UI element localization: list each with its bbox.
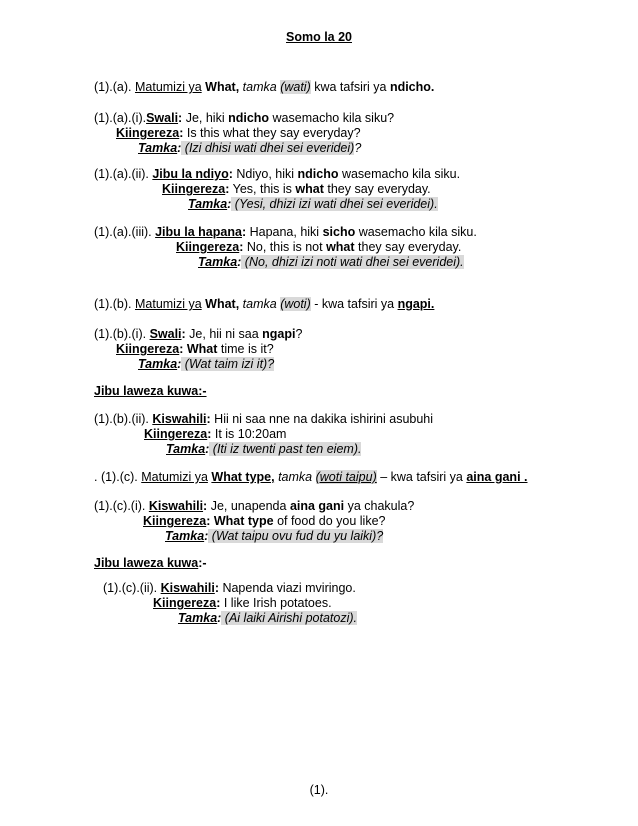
page-title: Somo la 20 <box>286 30 352 44</box>
s1b-question-swahili: (1).(b).(i). Swali: Je, hii ni saa ngapi? <box>94 327 303 341</box>
s1a-question-swahili: (1).(a).(i).Swali: Je, hiki ndicho wasemacho kila siku? <box>94 111 395 125</box>
s1a-yes-pronunciation: Tamka: (Yesi, dhizi izi wati dhei sei everidei). <box>188 197 438 211</box>
section-1a-heading: (1).(a). Matumizi ya What, tamka (wati) kwa tafsiri ya ndicho. <box>94 80 435 94</box>
s1a-question-english: Kiingereza: Is this what they say everyday? <box>116 126 361 140</box>
s1a-no-pronunciation: Tamka: (No, dhizi izi noti wati dhei sei everidei). <box>198 255 464 269</box>
s1a-no-english: Kiingereza: No, this is not what they say everyday. <box>176 240 462 254</box>
s1c-answer-pronunciation: Tamka: (Ai laiki Airishi potatozi). <box>178 611 358 625</box>
page-number: (1). <box>309 783 329 797</box>
s1b-answer-pronunciation: Tamka: (Iti iz twenti past ten eiem). <box>166 442 362 456</box>
s1b-question-pronunciation: Tamka: (Wat taim izi it)? <box>138 357 275 371</box>
s1c-answer-english: Kiingereza: I like Irish potatoes. <box>153 596 332 610</box>
s1a-yes-swahili: (1).(a).(ii). Jibu la ndiyo: Ndiyo, hiki ndicho wasemacho kila siku. <box>94 167 461 181</box>
s1c-answer-heading: Jibu laweza kuwa:- <box>94 556 207 570</box>
s1a-question-pronunciation: Tamka: (Izi dhisi wati dhei sei everidei)? <box>138 141 362 155</box>
s1b-answer-swahili: (1).(b).(ii). Kiswahili: Hii ni saa nne na dakika ishirini asubuhi <box>94 412 434 426</box>
s1c-question-swahili: (1).(c).(i). Kiswahili: Je, unapenda aina gani ya chakula? <box>94 499 415 513</box>
section-1c-heading: . (1).(c). Matumizi ya What type, tamka (woti taipu) – kwa tafsiri ya aina gani . <box>94 470 528 484</box>
s1a-no-swahili: (1).(a).(iii). Jibu la hapana: Hapana, hiki sicho wasemacho kila siku. <box>94 225 477 239</box>
s1a-yes-english: Kiingereza: Yes, this is what they say everyday. <box>162 182 431 196</box>
s1c-answer-swahili: (1).(c).(ii). Kiswahili: Napenda viazi mviringo. <box>103 581 356 595</box>
section-1b-heading: (1).(b). Matumizi ya What, tamka (woti) - kwa tafsiri ya ngapi. <box>94 297 435 311</box>
s1b-answer-english: Kiingereza: It is 10:20am <box>144 427 287 441</box>
s1c-question-pronunciation: Tamka: (Wat taipu ovu fud du yu laiki)? <box>165 529 384 543</box>
s1c-question-english: Kiingereza: What type of food do you like? <box>143 514 386 528</box>
s1b-answer-heading: Jibu laweza kuwa:- <box>94 384 207 398</box>
s1b-question-english: Kiingereza: What time is it? <box>116 342 274 356</box>
